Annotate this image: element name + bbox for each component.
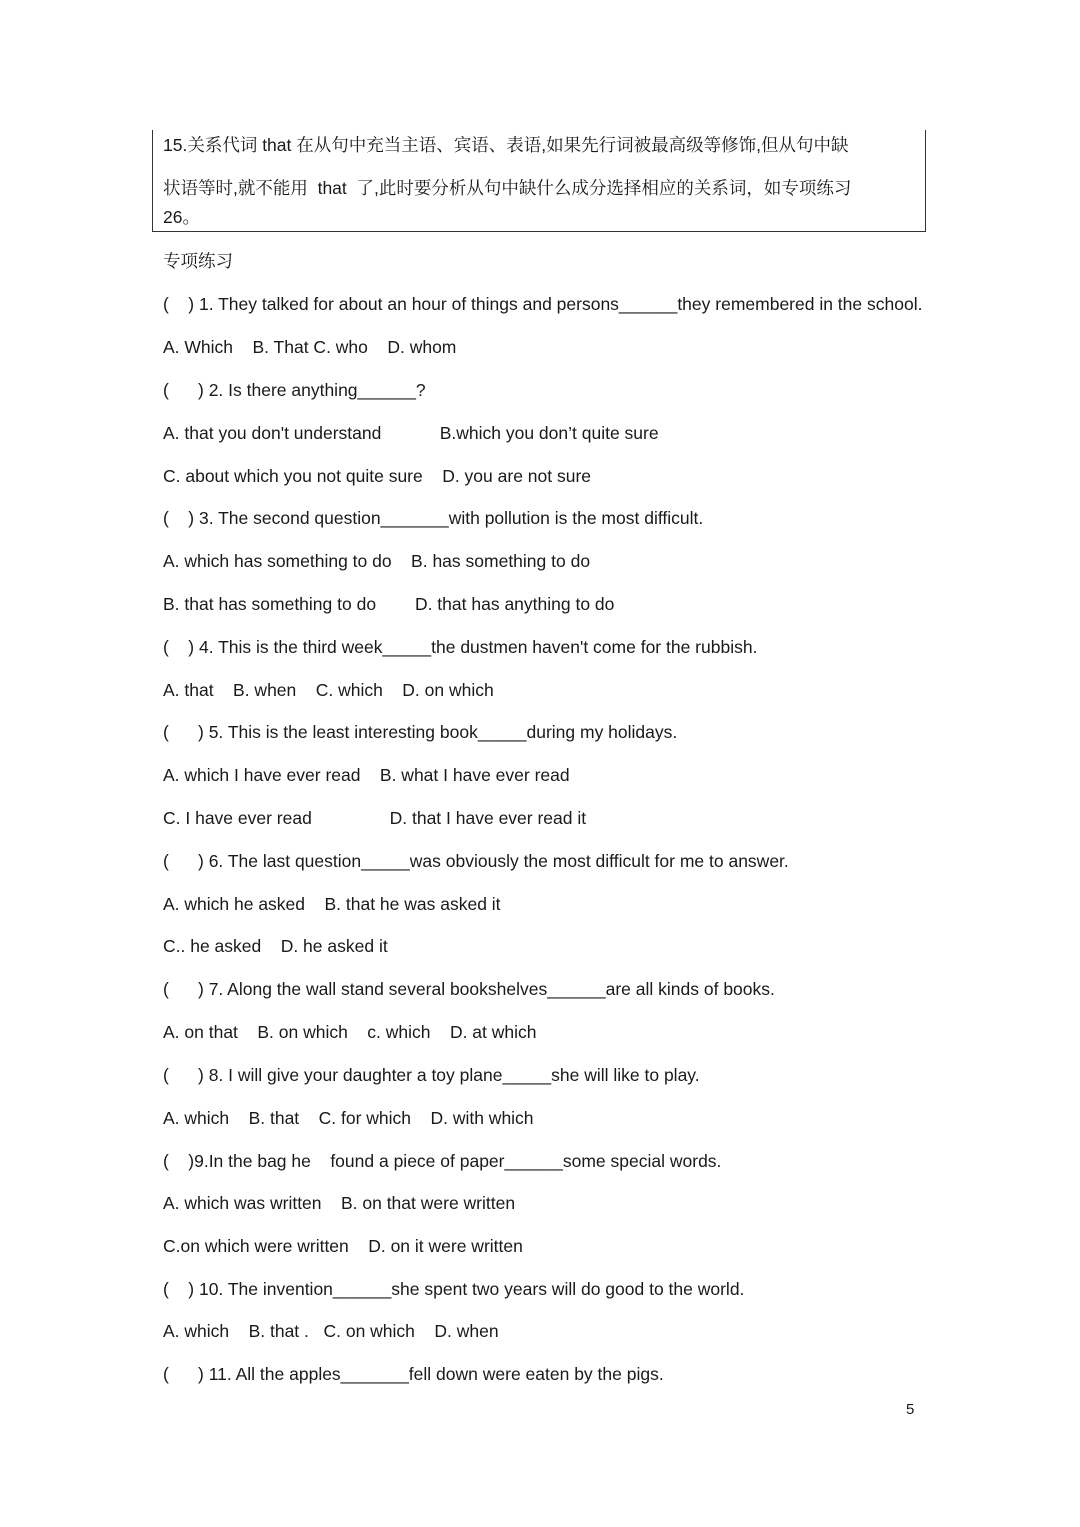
question-7: ( ) 7. Along the wall stand several bookshelves______are all kinds of books.	[163, 979, 775, 999]
options-3-ab: A. which has something to do B. has something to do	[163, 551, 591, 571]
question-9: ( )9.In the bag he found a piece of paper______some special words.	[163, 1151, 722, 1171]
options-9-cd: C.on which were written D. on it were written	[163, 1236, 523, 1256]
question-2: ( ) 2. Is there anything______?	[163, 380, 426, 400]
options-10: A. which B. that . C. on which D. when	[163, 1321, 499, 1341]
page-number: 5	[906, 1401, 915, 1418]
options-4: A. that B. when C. which D. on which	[163, 680, 494, 700]
note-line-1: 15.关系代词 that 在从句中充当主语、宾语、表语,如果先行词被最高级等修饰,但从句中缺	[163, 135, 849, 155]
question-11: ( ) 11. All the apples_______fell down were eaten by the pigs.	[163, 1364, 664, 1384]
options-1: A. Which B. That C. who D. whom	[163, 337, 457, 357]
options-2-cd: C. about which you not quite sure D. you are not sure	[163, 466, 592, 486]
options-5-ab: A. which I have ever read B. what I have ever read	[163, 765, 570, 785]
options-3-cd: B. that has something to do D. that has anything to do	[163, 594, 615, 614]
question-10: ( ) 10. The invention______she spent two years will do good to the world.	[163, 1279, 745, 1299]
options-7: A. on that B. on which c. which D. at which	[163, 1022, 537, 1042]
question-4: ( ) 4. This is the third week_____the dustmen haven't come for the rubbish.	[163, 637, 758, 657]
options-5-cd: C. I have ever read D. that I have ever read it	[163, 808, 587, 828]
options-2-ab: A. that you don't understand B.which you don’t quite sure	[163, 423, 659, 443]
question-1: ( ) 1. They talked for about an hour of things and persons______they remembered in the school.	[163, 294, 923, 314]
options-9-ab: A. which was written B. on that were written	[163, 1193, 516, 1213]
options-6-ab: A. which he asked B. that he was asked it	[163, 894, 501, 914]
question-5: ( ) 5. This is the least interesting book_____during my holidays.	[163, 722, 678, 742]
options-6-cd: C.. he asked D. he asked it	[163, 936, 388, 956]
note-line-2: 状语等时,就不能用 that 了,此时要分析从句中缺什么成分选择相应的关系词，如专项练习	[163, 178, 852, 198]
note-line-3: 26。	[163, 207, 200, 227]
question-6: ( ) 6. The last question_____was obviously the most difficult for me to answer.	[163, 851, 789, 871]
section-title: 专项练习	[163, 251, 233, 271]
options-8: A. which B. that C. for which D. with which	[163, 1108, 534, 1128]
question-8: ( ) 8. I will give your daughter a toy plane_____she will like to play.	[163, 1065, 700, 1085]
question-3: ( ) 3. The second question_______with pollution is the most difficult.	[163, 508, 704, 528]
